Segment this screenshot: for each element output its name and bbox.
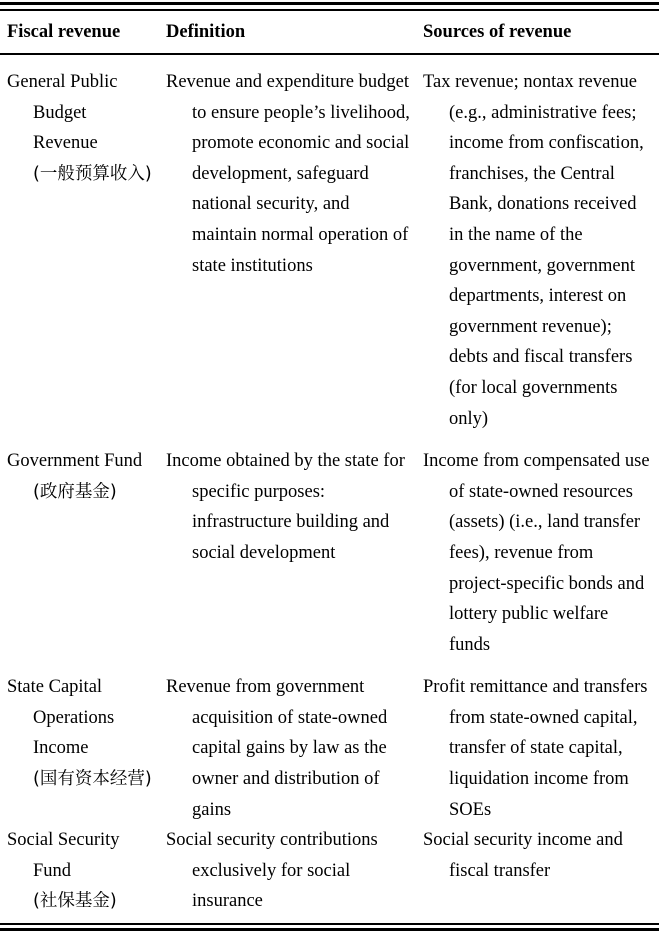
column-header-fiscal-revenue: Fiscal revenue — [7, 22, 121, 42]
fiscal-revenue-name-en: Government Fund — [7, 451, 143, 472]
cell-fiscal-revenue — [0, 660, 158, 825]
column-header-definition: Definition — [166, 22, 246, 42]
fiscal-revenue-table-body — [0, 55, 659, 917]
table-row — [0, 55, 659, 434]
table-row — [0, 434, 659, 660]
cell-sources: Income from compensated use of state-owned resources (assets) (i.e., land transfer fees), revenue from project-specific bonds and lottery public welfare funds — [423, 451, 650, 655]
table-top-double-rule — [0, 2, 659, 11]
cell-fiscal-revenue — [0, 434, 158, 660]
fiscal-revenue-name-en: State Capital Operations Income — [7, 677, 115, 759]
fiscal-revenue-name-zh: (一般预算收入) — [33, 163, 152, 184]
column-header-sources-of-revenue: Sources of revenue — [423, 22, 572, 42]
fiscal-revenue-name-zh: (社保基金) — [33, 891, 117, 912]
cell-sources: Social security income and fiscal transfer — [423, 830, 623, 881]
fiscal-revenue-name-en: General Public Budget Revenue — [7, 72, 118, 154]
table-row — [0, 825, 659, 917]
cell-fiscal-revenue — [0, 55, 158, 434]
fiscal-revenue-table-container — [0, 2, 659, 912]
table-bottom-double-rule — [0, 923, 659, 931]
cell-definition: Social security contributions exclusively for social insurance — [166, 830, 378, 912]
fiscal-revenue-table — [0, 11, 659, 53]
fiscal-revenue-name-en: Social Security Fund — [7, 830, 120, 881]
cell-definition: Revenue from government acquisition of state-owned capital gains by law as the owner and distribution of gains — [166, 677, 388, 820]
table-row — [0, 660, 659, 825]
cell-definition: Income obtained by the state for specific purposes: infrastructure building and social development — [166, 451, 405, 563]
cell-fiscal-revenue — [0, 825, 158, 917]
cell-sources: Tax revenue; nontax revenue (e.g., administrative fees; income from confiscation, franchises, the Central Bank, donations received in the name of the government, government departments, interest on government revenue); debts and fiscal transfers (for local governments only) — [423, 72, 644, 429]
table-header — [0, 11, 659, 53]
header-row — [0, 11, 659, 53]
cell-sources: Profit remittance and transfers from state-owned capital, transfer of state capital, liquidation income from SOEs — [423, 677, 648, 820]
fiscal-revenue-name-zh: (政府基金) — [33, 481, 117, 502]
fiscal-revenue-name-zh: (国有资本经营) — [33, 769, 152, 790]
cell-definition: Revenue and expenditure budget to ensure people’s livelihood, promote economic and social development, safeguard national security, and maintain normal operation of state institutions — [166, 72, 410, 276]
